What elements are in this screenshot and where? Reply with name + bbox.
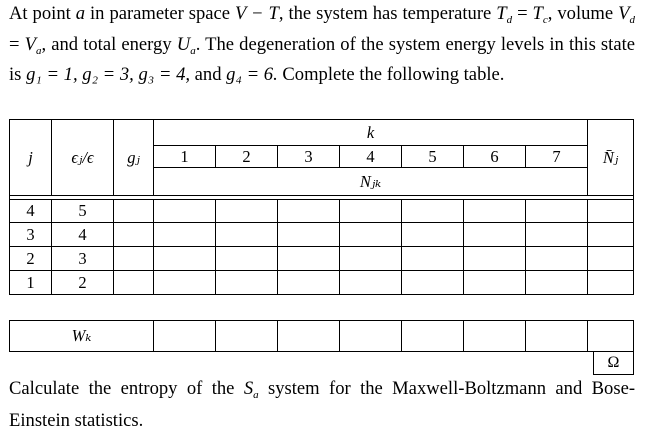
- table-row: [10, 223, 634, 247]
- k-6: 6: [464, 146, 526, 168]
- header-mean-occupation: N̄ⱼ: [588, 120, 634, 196]
- table-row: [10, 247, 634, 271]
- w-label: Wₖ: [10, 321, 154, 352]
- k-1: 1: [154, 146, 216, 168]
- table-row: [10, 200, 634, 223]
- k-3: 3: [278, 146, 340, 168]
- row-energy: 4: [52, 223, 114, 247]
- k-5: 5: [402, 146, 464, 168]
- row-energy: 2: [52, 271, 114, 295]
- omega-cell: Ω: [593, 352, 634, 375]
- row-j: 4: [10, 200, 52, 223]
- problem-statement: At point a in parameter space V − T, the system has temperature $T_d = T_c$, volume $V_d = V_a$, and total energy $U_a$. The degeneration of the system energy levels in this state is g₁ = 1, g₂ = 3, g₃ = 4, and g₄ = 6. Complete the following table.: [9, 3, 635, 86]
- row-energy: 3: [52, 247, 114, 271]
- header-njk: Nⱼₖ: [154, 168, 588, 196]
- microstate-count-table: [9, 320, 634, 352]
- distribution-table: [9, 119, 634, 295]
- header-j: j: [10, 120, 52, 196]
- header-degeneracy: gⱼ: [114, 120, 154, 196]
- table-row: [10, 271, 634, 295]
- row-j: 2: [10, 247, 52, 271]
- k-2: 2: [216, 146, 278, 168]
- row-energy: 5: [52, 200, 114, 223]
- k-4: 4: [340, 146, 402, 168]
- header-energy-ratio: ϵⱼ/ϵ: [52, 120, 114, 196]
- row-j: 3: [10, 223, 52, 247]
- question-text: Calculate the entropy of the $S_a$ system for the Maxwell-Boltzmann and Bose-Einstein statistics.: [9, 378, 636, 431]
- row-j: 1: [10, 271, 52, 295]
- k-7: 7: [526, 146, 588, 168]
- header-k: k: [154, 120, 588, 146]
